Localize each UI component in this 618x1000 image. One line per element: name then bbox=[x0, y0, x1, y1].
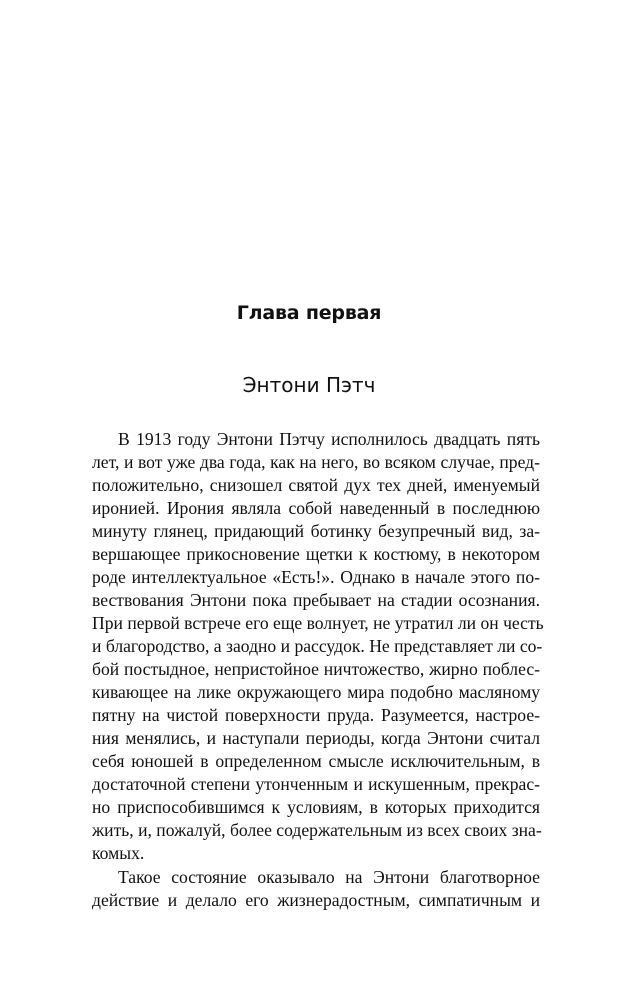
paragraph-1 bbox=[92, 428, 544, 865]
chapter-subtitle: Энтони Пэтч bbox=[242, 373, 376, 397]
text-line: Такое состояние оказывало на Энтони благотворное bbox=[118, 867, 540, 887]
text-line: В 1913 году Энтони Пэтчу исполнилось двадцать пять bbox=[118, 429, 540, 449]
text-line: кивающее на лике окружающего мира подобно масляному bbox=[92, 682, 540, 702]
text-line: бой постыдное, непристойное ничтожество, жирно поблес- bbox=[92, 659, 540, 679]
text-line: жить, и, пожалуй, более содержательным из всех своих зна- bbox=[92, 820, 542, 840]
text-line: и благородство, а заодно и рассудок. Не представляет ли со- bbox=[92, 636, 543, 656]
text-line: При первой встрече его еще волнует, не утратил ли он честь bbox=[92, 613, 544, 633]
paragraph-2 bbox=[92, 866, 540, 912]
text-line: комых. bbox=[92, 843, 145, 863]
text-line: положительно, снизошел святой дух тех дней, именуемый bbox=[92, 475, 540, 495]
text-line: достаточной степени утонченным и искушенным, прекрас- bbox=[92, 774, 540, 794]
text-line: вершающее прикосновение щетки к костюму, в некотором bbox=[92, 544, 540, 564]
text-line: вествования Энтони пока пребывает на стадии осознания. bbox=[92, 590, 540, 610]
text-line: роде интеллектуальное «Есть!». Однако в начале этого по- bbox=[92, 567, 540, 587]
chapter-title: Глава первая bbox=[236, 302, 382, 324]
text-line: но приспособившимся к условиям, в которых приходится bbox=[92, 797, 540, 817]
text-line: ния менялись, и наступали периоды, когда Энтони считал bbox=[92, 728, 540, 748]
text-line: себя юношей в определенном смысле исключительным, в bbox=[92, 751, 540, 771]
text-line: лет, и вот уже два года, как на него, во всяком случае, пред- bbox=[92, 452, 540, 472]
text-line: минуту глянец, придающий ботинку безупречный вид, за- bbox=[92, 521, 540, 541]
text-line: действие и делало его жизнерадостным, симпатичным и bbox=[92, 890, 540, 910]
text-line: пятну на чистой поверхности пруда. Разумеется, настрое- bbox=[92, 705, 540, 725]
text-line: иронией. Ирония являла собой наведенный в последнюю bbox=[92, 498, 540, 518]
